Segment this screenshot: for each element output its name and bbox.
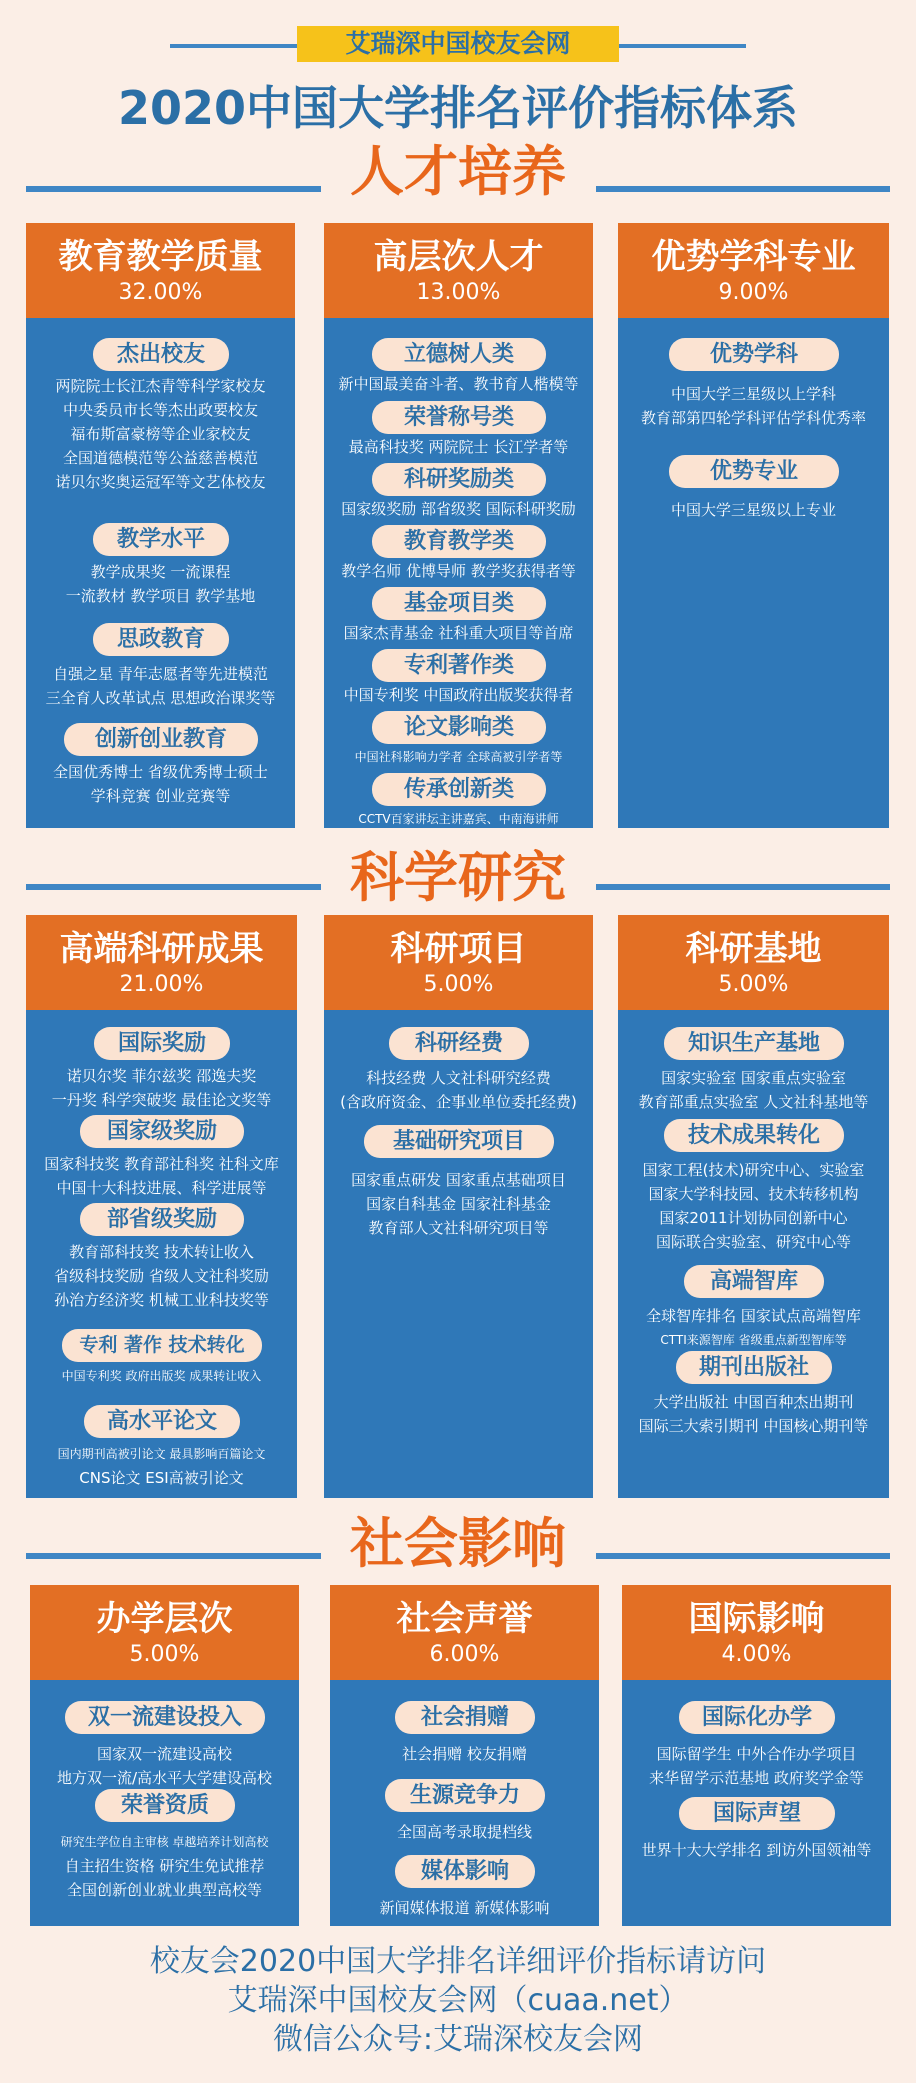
category-detail-text: 学科竞赛 创业竞赛等 [90, 787, 231, 805]
indicator-card [618, 915, 889, 1498]
category-detail-text: 社会捐赠 校友捐赠 [402, 1745, 527, 1763]
card-percent: 5.00% [423, 972, 494, 997]
header-line-right [619, 44, 746, 48]
footer-line-3: 微信公众号:艾瑞深校友会网 [272, 2022, 644, 2057]
card-header [618, 223, 889, 318]
card-heading: 高层次人才 [373, 237, 544, 277]
category-detail-text: 大学出版社 中国百种杰出期刊 [653, 1393, 854, 1411]
category-detail-text: 教育部第四轮学科评估学科优秀率 [640, 409, 866, 427]
category-detail-text: 自强之星 青年志愿者等先进模范 [53, 665, 268, 683]
category-detail-text: 全国创新创业就业典型高校等 [66, 1881, 262, 1899]
category-pill: 立德树人类 [372, 338, 546, 371]
section-title: 社会影响 [350, 1512, 566, 1575]
category-detail-text: 诺贝尔奖 菲尔兹奖 邵逸夫奖 [66, 1067, 257, 1085]
category-detail-text: 科技经费 人文社科研究经费 [366, 1069, 551, 1087]
indicator-card [30, 1585, 299, 1926]
category-pill: 国家级奖励 [80, 1115, 244, 1148]
footer-line-2: 艾瑞深中国校友会网（cuaa.net） [227, 1983, 689, 2018]
category-detail-text: 研究生学位自主审核 卓越培养计划高校 [60, 1835, 269, 1849]
category-pill: 论文影响类 [372, 711, 546, 744]
card-heading: 办学层次 [96, 1599, 233, 1639]
category-detail-text: 国家杰青基金 社科重大项目等首席 [343, 624, 574, 642]
category-pill: 社会捐赠 [395, 1701, 535, 1734]
card-header [30, 1585, 299, 1680]
category-detail-text: 省级科技奖励 省级人文社科奖励 [54, 1267, 269, 1285]
category-detail-text: 教育部人文社科研究项目等 [368, 1219, 549, 1237]
category-pill: 思政教育 [93, 623, 229, 656]
category-detail-text: 中国社科影响力学者 全球高被引学者等 [354, 750, 563, 764]
card-percent: 32.00% [118, 280, 203, 305]
category-detail-text: 中国大学三星级以上专业 [670, 501, 836, 519]
category-pill: 技术成果转化 [664, 1119, 844, 1152]
category-pill: 国际奖励 [94, 1027, 230, 1060]
card-heading: 教育教学质量 [58, 237, 263, 277]
category-pill: 科研奖励类 [372, 463, 546, 496]
category-detail-text: 三全育人改革试点 思想政治课奖等 [45, 689, 276, 707]
category-pill: 国际化办学 [679, 1701, 835, 1734]
category-detail-text: 中国专利奖 中国政府出版奖获得者 [343, 686, 574, 704]
footer-line-1: 校友会2020中国大学排名详细评价指标请访问 [149, 1944, 767, 1979]
category-detail-text: 全国道德模范等公益慈善模范 [62, 449, 258, 467]
category-detail-text: CTTI来源智库 省级重点新型智库等 [660, 1333, 847, 1347]
card-header [622, 1585, 891, 1680]
category-detail-text: 福布斯富豪榜等企业家校友 [70, 425, 251, 443]
category-pill: 科研经费 [389, 1027, 529, 1060]
category-detail-text: 全国高考录取提档线 [396, 1823, 532, 1841]
category-detail-text: 来华留学示范基地 政府奖学金等 [649, 1769, 864, 1787]
category-detail-text: 国家实验室 国家重点实验室 [661, 1069, 846, 1087]
category-pill: 媒体影响 [395, 1855, 535, 1888]
card-percent: 6.00% [429, 1642, 500, 1667]
category-pill: 国际声望 [679, 1797, 835, 1830]
category-pill: 教育教学类 [372, 525, 546, 558]
category-detail-text: 国家重点研发 国家重点基础项目 [351, 1171, 566, 1189]
category-detail-text: 一流教材 教学项目 教学基地 [65, 587, 256, 605]
category-pill: 荣誉资质 [95, 1789, 235, 1822]
page-title: 2020中国大学排名评价指标体系 [117, 81, 799, 135]
category-detail-text: 全球智库排名 国家试点高端智库 [646, 1307, 861, 1325]
category-pill: 杰出校友 [93, 338, 229, 371]
indicator-card [330, 1585, 599, 1926]
card-header [618, 915, 889, 1010]
category-pill: 专利著作类 [372, 649, 546, 682]
category-detail-text: 国家大学科技园、技术转移机构 [648, 1185, 859, 1203]
category-detail-text: 国际联合实验室、研究中心等 [655, 1233, 851, 1251]
category-detail-text: 新中国最美奋斗者、教书育人楷模等 [338, 375, 579, 393]
indicator-card [26, 915, 297, 1498]
category-detail-text: 教学名师 优博导师 教学奖获得者等 [341, 562, 576, 580]
category-detail-text: 新闻媒体报道 新媒体影响 [379, 1899, 550, 1917]
category-pill: 部省级奖励 [80, 1203, 244, 1236]
card-header [330, 1585, 599, 1680]
card-header [324, 915, 593, 1010]
category-detail-text: 诺贝尔奖奥运冠军等文艺体校友 [55, 473, 266, 491]
card-header [324, 223, 593, 318]
card-heading: 社会声誉 [396, 1599, 533, 1639]
category-detail-text: 教育部重点实验室 人文社科基地等 [638, 1093, 869, 1111]
indicator-card [324, 915, 593, 1498]
section-title: 人才培养 [350, 140, 566, 203]
indicator-card [622, 1585, 891, 1926]
category-detail-text: 全国优秀博士 省级优秀博士硕士 [53, 763, 268, 781]
category-detail-text: CNS论文 ESI高被引论文 [79, 1469, 244, 1487]
card-percent: 5.00% [718, 972, 789, 997]
indicator-card [618, 223, 889, 828]
card-header [26, 915, 297, 1010]
category-detail-text: 中央委员市长等杰出政要校友 [62, 401, 258, 419]
category-detail-text: 国内期刊高被引论文 最具影响百篇论文 [57, 1447, 266, 1461]
category-detail-text: 中国十大科技进展、科学进展等 [56, 1179, 267, 1197]
category-detail-text: 国家双一流建设高校 [96, 1745, 232, 1763]
category-pill: 生源竞争力 [385, 1779, 545, 1812]
card-heading: 科研基地 [685, 929, 822, 969]
category-detail-text: 两院院士长江杰青等科学家校友 [55, 377, 266, 395]
category-pill: 基础研究项目 [364, 1125, 554, 1158]
category-detail-text: 自主招生资格 研究生免试推荐 [64, 1857, 265, 1875]
card-percent: 21.00% [119, 972, 204, 997]
category-pill: 高端智库 [684, 1265, 824, 1298]
category-pill: 创新创业教育 [64, 723, 258, 756]
category-pill: 期刊出版社 [676, 1351, 832, 1384]
card-header [26, 223, 295, 318]
site-badge: 艾瑞深中国校友会网 [297, 26, 619, 62]
card-heading: 高端科研成果 [59, 929, 264, 969]
category-detail-text: (含政府资金、企事业单位委托经费) [340, 1093, 577, 1111]
card-heading: 科研项目 [390, 929, 527, 969]
header-line-left [170, 44, 297, 48]
category-detail-text: 国家工程(技术)研究中心、实验室 [642, 1161, 865, 1179]
category-detail-text: 中国专利奖 政府出版奖 成果转让收入 [61, 1369, 262, 1383]
category-detail-text: 教育部科技奖 技术转让收入 [69, 1243, 254, 1261]
category-detail-text: 国家2011计划协同创新中心 [659, 1209, 848, 1227]
category-detail-text: 最高科技奖 两院院士 长江学者等 [348, 438, 569, 456]
category-detail-text: 国际留学生 中外合作办学项目 [656, 1745, 857, 1763]
category-detail-text: 国际三大索引期刊 中国核心期刊等 [638, 1417, 869, 1435]
category-pill: 教学水平 [93, 523, 229, 556]
category-detail-text: 世界十大大学排名 到访外国领袖等 [641, 1841, 872, 1859]
card-heading: 国际影响 [688, 1599, 825, 1639]
card-percent: 9.00% [718, 280, 789, 305]
category-pill: 荣誉称号类 [372, 401, 546, 434]
category-pill: 优势专业 [669, 455, 839, 488]
category-pill: 知识生产基地 [664, 1027, 844, 1060]
category-detail-text: 孙治方经济奖 机械工业科技奖等 [54, 1291, 269, 1309]
category-detail-text: 地方双一流/高水平大学建设高校 [56, 1769, 273, 1787]
section-title: 科学研究 [350, 846, 566, 909]
card-heading: 优势学科专业 [651, 237, 856, 277]
indicator-card [26, 223, 295, 828]
category-pill: 优势学科 [669, 338, 839, 371]
category-pill: 专利 著作 技术转化 [62, 1329, 262, 1362]
category-detail-text: 一丹奖 科学突破奖 最佳论文奖等 [51, 1091, 272, 1109]
category-detail-text: 国家科技奖 教育部社科奖 社科文库 [44, 1155, 279, 1173]
category-detail-text: CCTV百家讲坛主讲嘉宾、中南海讲师 [358, 812, 559, 826]
category-detail-text: 中国大学三星级以上学科 [670, 385, 836, 403]
category-pill: 高水平论文 [84, 1405, 240, 1438]
card-percent: 4.00% [721, 1642, 792, 1667]
category-detail-text: 国家级奖励 部省级奖 国际科研奖励 [341, 500, 576, 518]
category-pill: 双一流建设投入 [65, 1701, 265, 1734]
category-pill: 基金项目类 [372, 587, 546, 620]
category-pill: 传承创新类 [372, 773, 546, 806]
card-percent: 13.00% [416, 280, 501, 305]
category-detail-text: 国家自科基金 国家社科基金 [366, 1195, 551, 1213]
card-percent: 5.00% [129, 1642, 200, 1667]
category-detail-text: 教学成果奖 一流课程 [90, 563, 231, 581]
indicator-card [324, 223, 593, 828]
